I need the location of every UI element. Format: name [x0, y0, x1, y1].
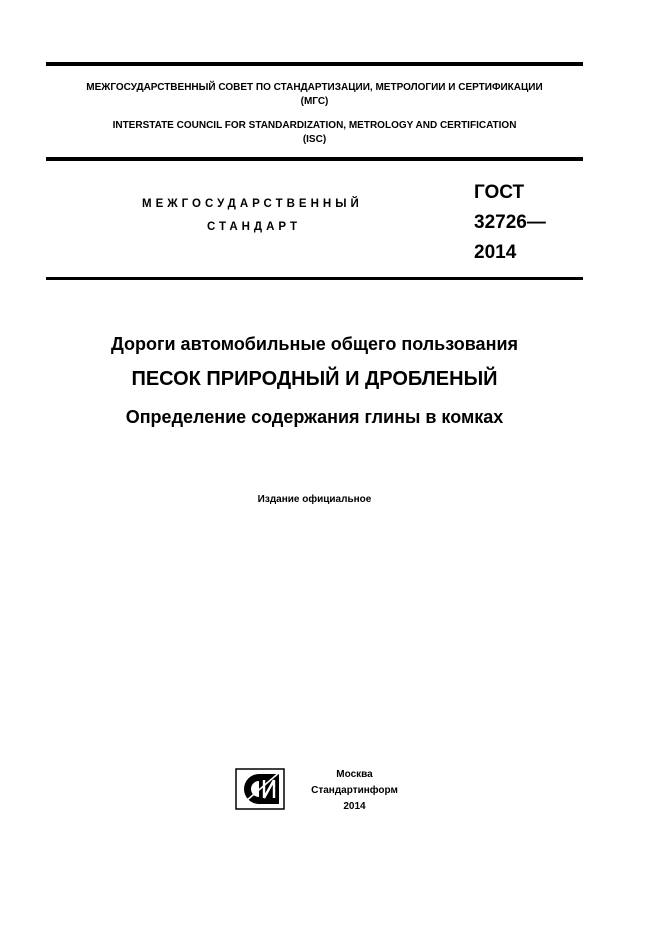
document-title-line1: Дороги автомобильные общего пользования	[110, 334, 519, 354]
publisher-block	[297, 767, 412, 815]
standard-type-line2: СТАНДАРТ	[207, 221, 301, 233]
designation-prefix: ГОСТ	[474, 182, 525, 203]
standard-type-line1: МЕЖГОСУДАРСТВЕННЫЙ	[142, 198, 363, 210]
council-name-en	[46, 119, 583, 147]
designation-number: 32726—	[474, 212, 546, 233]
document-title-line2: ПЕСОК ПРИРОДНЫЙ И ДРОБЛЕНЫЙ	[131, 368, 498, 390]
edition-label: Издание официальное	[257, 494, 372, 505]
publisher-city: Москва	[336, 769, 373, 780]
standartinform-logo-icon	[235, 768, 285, 810]
publisher-year: 2014	[343, 801, 366, 812]
council-ru-line1: МЕЖГОСУДАРСТВЕННЫЙ СОВЕТ ПО СТАНДАРТИЗАЦИИ, МЕТРОЛОГИИ И СЕРТИФИКАЦИИ	[86, 82, 543, 93]
council-en-abbr: (ISC)	[302, 134, 327, 145]
publisher-name: Стандартинформ	[311, 785, 398, 796]
council-name-ru	[46, 81, 583, 109]
top-rule	[46, 62, 583, 66]
council-en-line1: INTERSTATE COUNCIL FOR STANDARDIZATION, METROLOGY AND CERTIFICATION	[112, 120, 517, 131]
designation-year: 2014	[474, 242, 517, 263]
council-bottom-rule	[46, 157, 583, 161]
document-title-line3: Определение содержания глины в комках	[125, 407, 504, 427]
standard-designation	[474, 178, 546, 268]
header-bottom-rule	[46, 277, 583, 280]
council-ru-abbr: (МГС)	[300, 96, 329, 107]
